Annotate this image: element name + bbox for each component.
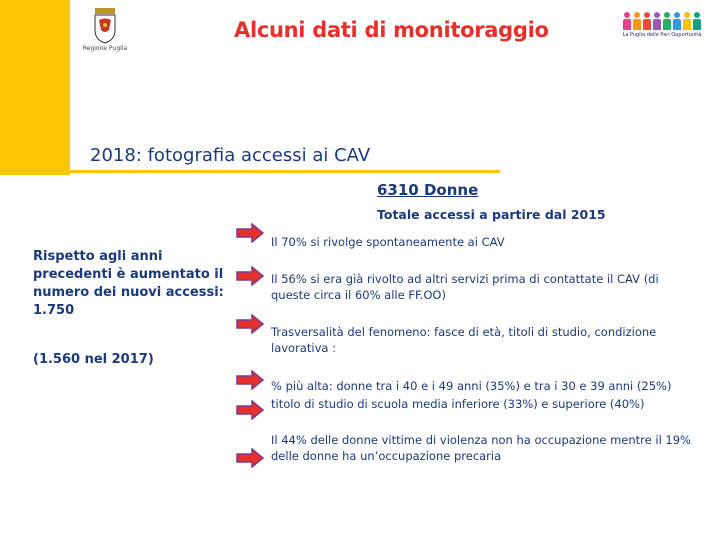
bullet-education: titolo di studio di scuola media inferiore (33%) e superiore (40%) bbox=[271, 397, 645, 411]
section-subtitle: 2018: fotografia accessi ai CAV bbox=[90, 145, 371, 166]
right-arrow-icon bbox=[236, 370, 264, 390]
coat-of-arms-icon bbox=[92, 8, 118, 44]
person-figure-icon bbox=[643, 12, 651, 30]
right-arrow-icon bbox=[236, 400, 264, 420]
totale-accessi: Totale accessi a partire dal 2015 bbox=[377, 207, 606, 222]
bullet-age-groups: % più alta: donne tra i 40 e i 49 anni (35%) e tra i 30 e 39 anni (25%) bbox=[271, 379, 672, 393]
header-underline bbox=[70, 170, 500, 173]
left-note: (1.560 nel 2017) bbox=[33, 352, 154, 367]
person-figure-icon bbox=[653, 12, 661, 30]
right-arrow-icon bbox=[236, 266, 264, 286]
pari-opportunita-logo bbox=[614, 12, 710, 52]
page-title: Alcuni dati di monitoraggio bbox=[234, 18, 549, 42]
right-arrow-icon bbox=[236, 223, 264, 243]
person-figure-icon bbox=[633, 12, 641, 30]
right-arrow-icon bbox=[236, 314, 264, 334]
people-icon-row bbox=[614, 12, 710, 30]
left-logo-caption: Regione Puglia bbox=[82, 45, 128, 52]
bullet-employment: Il 44% delle donne vittime di violenza non ha occupazione mentre il 19% delle donne ha un’occupazione precaria bbox=[271, 433, 691, 463]
person-figure-icon bbox=[663, 12, 671, 30]
right-arrow-icon bbox=[236, 448, 264, 468]
bullet-other-services: Il 56% si era già rivolto ad altri servizi prima di contattate il CAV (di queste circa il 60% alle FF.OO) bbox=[271, 272, 659, 302]
bullet-spontaneous: Il 70% si rivolge spontaneamente ai CAV bbox=[271, 235, 505, 249]
person-figure-icon bbox=[623, 12, 631, 30]
person-figure-icon bbox=[693, 12, 701, 30]
bullet-transversality: Trasversalità del fenomeno: fasce di età, titoli di studio, condizione lavorativa : bbox=[271, 325, 657, 355]
left-summary: Rispetto agli anni precedenti è aumentato il numero dei nuovi accessi: 1.750 bbox=[33, 249, 224, 318]
person-figure-icon bbox=[683, 12, 691, 30]
regione-puglia-logo bbox=[78, 8, 132, 60]
accent-sidebar bbox=[0, 0, 70, 175]
donne-count: 6310 Donne bbox=[377, 181, 479, 199]
person-figure-icon bbox=[673, 12, 681, 30]
right-logo-caption: La Puglia delle Pari Opportunità bbox=[622, 32, 702, 38]
